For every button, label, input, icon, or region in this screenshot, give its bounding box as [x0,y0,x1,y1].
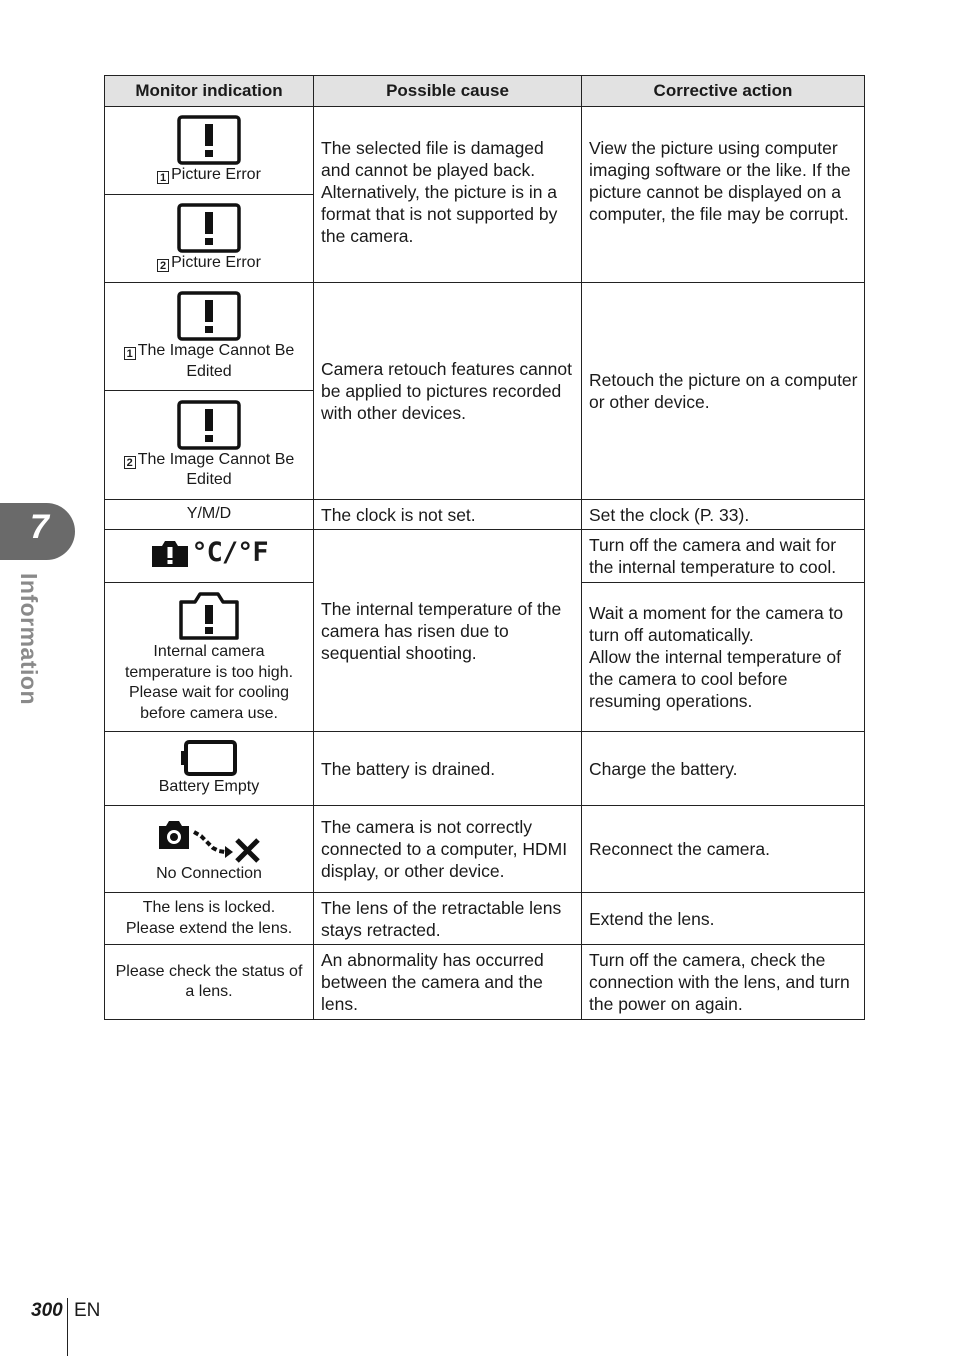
header-action: Corrective action [582,76,865,107]
warning-exclamation-icon [177,203,241,253]
camera-temperature-warning-icon [178,590,240,642]
camera-temperature-warning-icon [150,537,190,569]
no-connection-cause: The camera is not correctly connected to a computer, HDMI display, or other device. [314,806,582,893]
chapter-label: Information [16,573,42,705]
monitor-picture-error-2: 2 Picture Error [105,195,314,283]
page-language: EN [74,1300,101,1321]
page-number: 300 [31,1300,63,1321]
lens-locked-cause: The lens of the retractable lens stays retracted. [314,893,582,945]
battery-cause: The battery is drained. [314,732,582,806]
lens-status-action: Turn off the camera, check the connection with the lens, and turn the power on again. [582,945,865,1020]
monitor-temperature-high: Internal camera temperature is too high. Please wait for cooling before camera use. [105,583,314,732]
header-cause: Possible cause [314,76,582,107]
footer-divider [67,1298,68,1356]
picture-cause: The selected file is damaged and cannot be played back. Alternatively, the picture is in a format that is not supported by the camera. [314,107,582,283]
monitor-ymd: Y/M/D [105,500,314,530]
temperature-action-2: Wait a moment for the camera to turn off automatically. Allow the internal temperature of the camera to cool before resuming operations. [582,583,865,732]
ymd-cause: The clock is not set. [314,500,582,530]
temperature-action-1: Turn off the camera and wait for the internal temperature to cool. [582,530,865,583]
no-connection-icon [157,814,261,864]
troubleshooting-table [104,75,865,1020]
lens-status-cause: An abnormality has occurred between the camera and the lens. [314,945,582,1020]
temperature-unit-text: °C/°F [191,536,268,568]
card-slot-1-icon: 1 [157,171,169,184]
temperature-cause: The internal temperature of the camera has risen due to sequential shooting. [314,530,582,732]
battery-action: Charge the battery. [582,732,865,806]
picture-action: View the picture using computer imaging software or the like. If the picture cannot be displayed on a computer, the file may be corrupt. [582,107,865,283]
no-connection-action: Reconnect the camera. [582,806,865,893]
ymd-action: Set the clock (P. 33). [582,500,865,530]
chapter-number: 7 [30,508,49,546]
card-slot-1-icon: 1 [124,347,136,360]
monitor-picture-error-1: 1 Picture Error [105,107,314,195]
warning-exclamation-icon [177,291,241,341]
monitor-no-connection: No Connection [105,806,314,893]
warning-exclamation-icon [177,400,241,450]
header-monitor: Monitor indication [105,76,314,107]
monitor-temperature-warning [105,530,314,583]
edit-cause: Camera retouch features cannot be applied to pictures recorded with other devices. [314,283,582,500]
monitor-cannot-edit-2: 2 The Image Cannot Be Edited [105,391,314,500]
card-slot-2-icon: 2 [157,259,169,272]
warning-exclamation-icon [177,115,241,165]
battery-empty-icon [180,739,238,777]
monitor-cannot-edit-1: 1 The Image Cannot Be Edited [105,283,314,391]
monitor-lens-locked: The lens is locked. Please extend the lens. [105,893,314,945]
monitor-battery-empty: Battery Empty [105,732,314,806]
edit-action: Retouch the picture on a computer or other device. [582,283,865,500]
lens-locked-action: Extend the lens. [582,893,865,945]
card-slot-2-icon: 2 [124,456,136,469]
monitor-lens-status: Please check the status of a lens. [105,945,314,1020]
